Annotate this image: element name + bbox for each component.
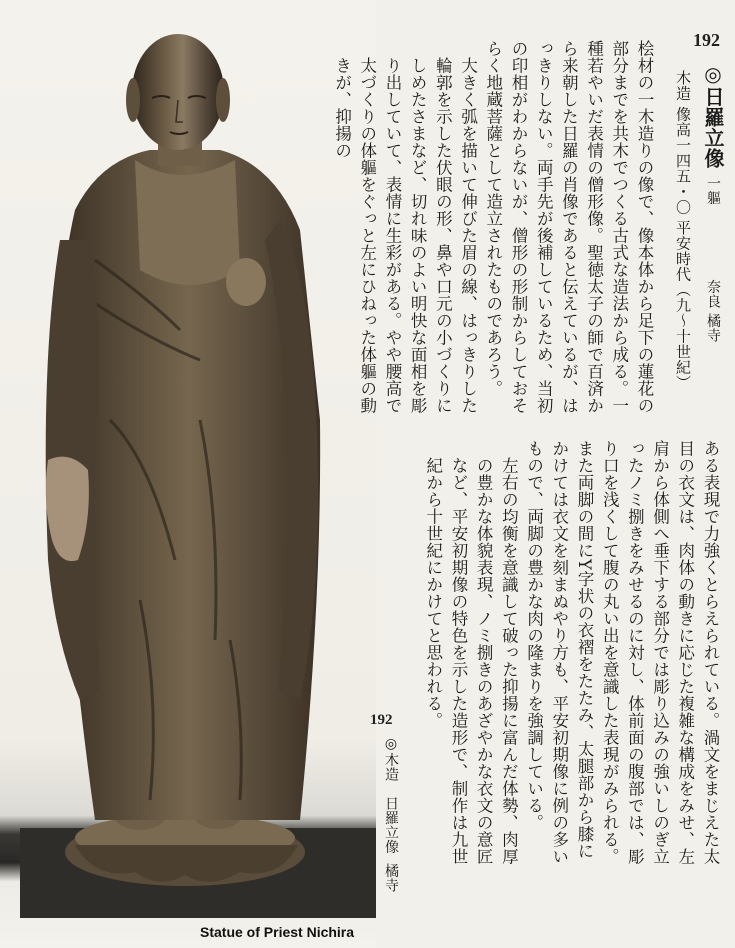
paragraph-1: 桧材の一木造りの像で、像本体から足下の蓮花の部分までを共木でつくる古式な造法から成る。一種若やいだ表情の僧形像。聖徳太子の師で百済から来朝した日羅の肖像であると伝えているが、はっきりしない。両手先が後補しているため、当初の印相がわからないが、僧形の形制からしておそらく地蔵菩薩として造立されたものであろう。: [483, 40, 654, 414]
side-caption-line1: ◎木造 日羅立像: [383, 736, 399, 854]
side-caption-line2: 橘寺: [383, 863, 399, 893]
paragraph-3: ある表現で力強くとらえられている。渦文をまじえた太目の衣文は、肉体の動きに応じた複雑な構成をみせ、左肩から体側へ垂下する部分では彫り込みの強いしのぎ立ったノミ捌きをみせるのに対し、体前面の腹部では、彫り口を浅くして腹の丸い出を意識した表現がみられる。また両脚の間にY字状の衣褶をたたみ、太腿部から膝にかけては衣文を刻まぬやり方も、平安初期像に例の多いもので、両脚の豊かな肉の隆まりを強調している。: [524, 440, 720, 865]
body-text-lower: [421, 440, 723, 870]
side-plate-number: 192: [370, 712, 393, 728]
title-count: 一軀: [705, 175, 721, 205]
english-caption: Statue of Priest Nichira: [200, 924, 355, 940]
paragraph-2: 大きく弧を描いて伸びた眉の線、はっきりした輪郭を示した伏眼の形、鼻や口元の小づくりにしめたさまなど、切れ味のよい明快な面相を彫り出していて、表情に生彩がある。やや腰高で太づくりの体軀をぐっと左にひねった体軀の動きが、抑揚の: [332, 56, 478, 414]
entry-title: [700, 62, 725, 392]
side-caption: [380, 736, 402, 946]
entry-location: 奈良 橘寺: [705, 279, 721, 343]
paragraph-4: 左右の均衡を意識して破った抑揚に富んだ体勢、肉厚の豊かな体貌表現、ノミ捌きのあざやかな衣文の意匠など、平安初期像の特色を示した造形で、制作は九世紀から十世紀にかけてと思われる。: [423, 456, 519, 865]
plate-number: 192: [693, 30, 720, 50]
title-text: ◎日羅立像: [701, 62, 725, 169]
entry-subtitle: 木造 像高一四五・〇 平安時代（九～十世紀）: [674, 70, 692, 391]
body-text-upper: [329, 40, 657, 420]
